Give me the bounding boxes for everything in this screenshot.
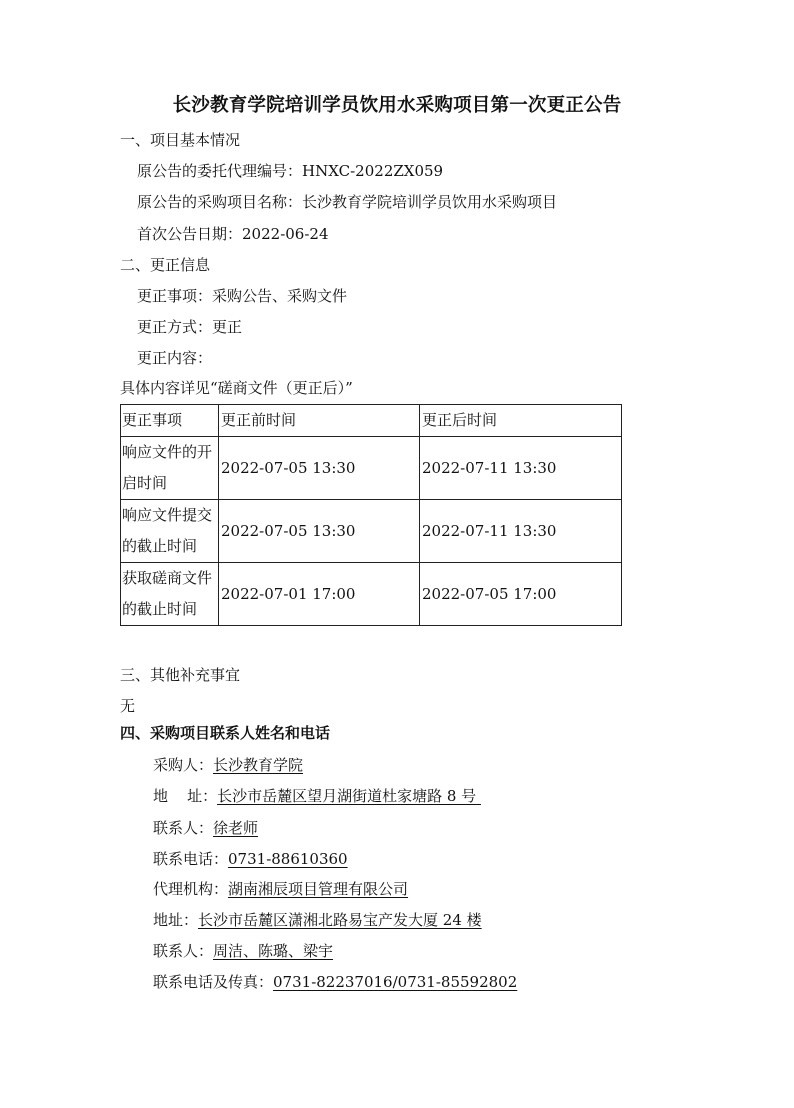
first-date-label: 首次公告日期：	[137, 225, 243, 243]
purchaser-line	[153, 755, 303, 775]
amend-method-line	[137, 317, 242, 337]
agency-address-value: 长沙市岳麓区潇湘北路易宝产发大厦 24 楼	[198, 911, 482, 929]
address-line	[153, 786, 481, 806]
agency-contact-line	[153, 941, 333, 961]
amend-items-value: 采购公告、采购文件	[212, 287, 348, 305]
first-date-value: 2022-06-24	[242, 225, 329, 243]
table-header-cell: 更正后时间	[420, 405, 622, 437]
agency-contact-value: 周洁、陈璐、梁宇	[213, 942, 334, 960]
project-name-value: 长沙教育学院培训学员饮用水采购项目	[302, 193, 558, 211]
proxy-number-value: HNXC-2022ZX059	[302, 162, 444, 180]
table-cell-item: 响应文件的开启时间	[121, 437, 219, 500]
table-row	[121, 563, 622, 626]
table-cell-before: 2022-07-01 17:00	[219, 563, 420, 626]
phone-value: 0731-88610360	[228, 850, 348, 868]
agency-phone-line	[153, 972, 517, 992]
proxy-number-label: 原公告的委托代理编号：	[137, 162, 303, 180]
table-header-row	[121, 405, 622, 437]
table-cell-before: 2022-07-05 13:30	[219, 437, 420, 500]
section4-heading: 四、采购项目联系人姓名和电话	[120, 724, 331, 742]
table-cell-after: 2022-07-11 13:30	[420, 437, 622, 500]
section3-heading: 三、其他补充事宜	[120, 666, 241, 684]
page-title: 长沙教育学院培训学员饮用水采购项目第一次更正公告	[172, 95, 622, 116]
address-value: 长沙市岳麓区望月湖街道杜家塘路 8 号	[217, 787, 481, 805]
purchaser-value: 长沙教育学院	[213, 756, 304, 774]
agency-phone-value: 0731-82237016/0731-85592802	[273, 973, 518, 991]
phone-line	[153, 849, 348, 869]
amend-content-label: 更正内容：	[137, 349, 213, 367]
table-cell-before: 2022-07-05 13:30	[219, 500, 420, 563]
table-cell-item: 获取磋商文件的截止时间	[121, 563, 219, 626]
table-cell-item: 响应文件提交的截止时间	[121, 500, 219, 563]
amend-items-line	[137, 286, 347, 306]
phone-label: 联系电话：	[153, 850, 229, 868]
contact-label: 联系人：	[153, 819, 214, 837]
contact-value: 徐老师	[213, 819, 259, 837]
amend-method-label: 更正方式：	[137, 318, 213, 336]
agency-contact-label: 联系人：	[153, 942, 214, 960]
table-row	[121, 437, 622, 500]
table-header-cell: 更正事项	[121, 405, 219, 437]
agency-address-line	[153, 910, 482, 930]
proxy-number-line	[137, 161, 443, 181]
amendment-table	[120, 404, 622, 626]
first-date-line	[137, 224, 329, 244]
detail-note: 具体内容详见“磋商文件（更正后）”	[120, 379, 353, 397]
purchaser-label: 采购人：	[153, 756, 214, 774]
section3-content: 无	[120, 697, 136, 715]
contact-line	[153, 818, 258, 838]
table-header-cell: 更正前时间	[219, 405, 420, 437]
agency-address-label: 地址：	[153, 911, 199, 929]
agency-phone-label: 联系电话及传真：	[153, 973, 274, 991]
section1-heading: 一、项目基本情况	[120, 131, 241, 149]
address-label: 地 址：	[153, 787, 218, 805]
agency-line	[153, 879, 408, 899]
amend-method-value: 更正	[212, 318, 243, 336]
project-name-line	[137, 192, 557, 212]
project-name-label: 原公告的采购项目名称：	[137, 193, 303, 211]
agency-label: 代理机构：	[153, 880, 229, 898]
amend-items-label: 更正事项：	[137, 287, 213, 305]
table-row	[121, 500, 622, 563]
table-cell-after: 2022-07-11 13:30	[420, 500, 622, 563]
section2-heading: 二、更正信息	[120, 256, 211, 274]
table-cell-after: 2022-07-05 17:00	[420, 563, 622, 626]
agency-value: 湖南湘辰项目管理有限公司	[228, 880, 409, 898]
